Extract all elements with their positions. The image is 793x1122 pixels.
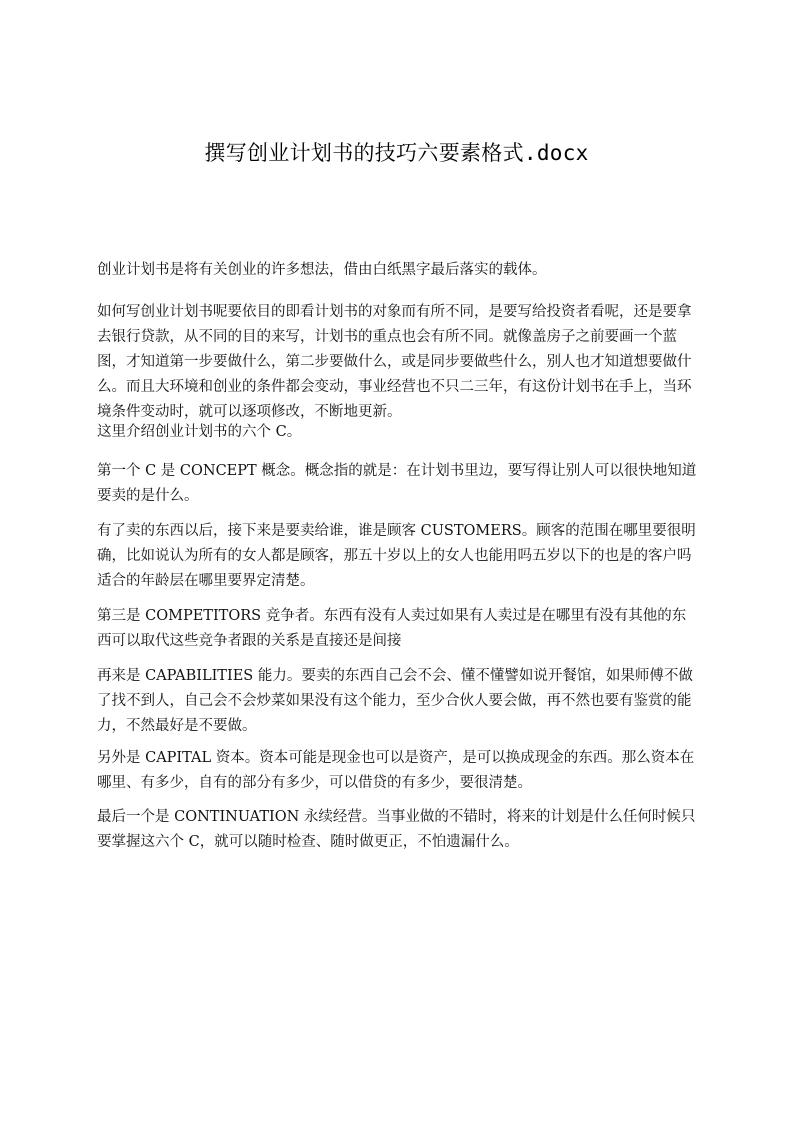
paragraph-customers: 有了卖的东西以后，接下来是要卖给谁，谁是顾客 CUSTOMERS。顾客的范围在哪里要很明确，比如说认为所有的女人都是顾客，那五十岁以上的女人也能用吗五岁以下的也是的客户吗适合的年龄层在哪里要界定清楚。 (97, 523, 696, 589)
paragraph-competitors: 第三是 COMPETITORS 竞争者。东西有没有人卖过如果有人卖过是在哪里有没有其他的东西可以取代这些竞争者跟的关系是直接还是间接 (97, 608, 687, 649)
paragraph-capital: 另外是 CAPITAL 资本。资本可能是现金也可以是资产，是可以换成现金的东西。那么资本在哪里、有多少，自有的部分有多少，可以借贷的有多少，要很清楚。 (97, 750, 695, 791)
paragraph-how-to-write: 如何写创业计划书呢要依目的即看计划书的对象而有所不同，是要写给投资者看呢，还是要拿去银行贷款，从不同的目的来写，计划书的重点也会有所不同。就像盖房子之前要画一个蓝图，才知道第一步要做什么，第二步要做什么，或是同步要做些什么，别人也才知道想要做什么。而且大环境和创业的条件都会变动，事业经营也不只二三年，有这份计划书在手上，当环境条件变动时，就可以逐项修改，不断地更新。 (97, 304, 692, 420)
document-title: 撰写创业计划书的技巧六要素格式.docx (204, 141, 589, 165)
paragraph-six-c-intro: 这里介绍创业计划书的六个 C。 (97, 424, 302, 440)
paragraph-continuation: 最后一个是 CONTINUATION 永续经营。当事业做的不错时，将来的计划是什么任何时候只要掌握这六个 C，就可以随时检查、随时做更正，不怕遗漏什么。 (97, 809, 696, 850)
paragraph-intro: 创业计划书是将有关创业的许多想法，借由白纸黑字最后落实的载体。 (97, 262, 547, 278)
paragraph-capabilities: 再来是 CAPABILITIES 能力。要卖的东西自己会不会、懂不懂譬如说开餐馆，如果师傅不做了找不到人，自己会不会炒菜如果没有这个能力，至少合伙人要会做，再不然也要有鉴赏的能力，不然最好是不要做。 (97, 668, 693, 734)
paragraph-concept: 第一个 C 是 CONCEPT 概念。概念指的就是：在计划书里边，要写得让别人可以很快地知道要卖的是什么。 (97, 463, 697, 504)
